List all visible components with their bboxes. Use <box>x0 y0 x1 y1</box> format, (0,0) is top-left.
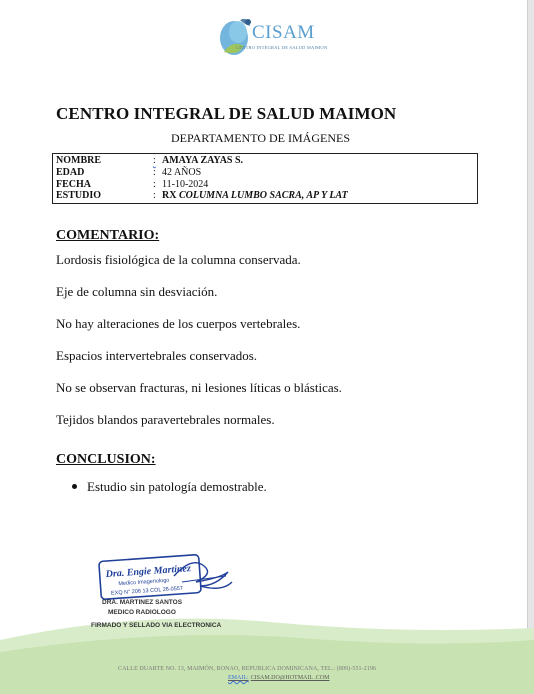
logo-wordmark: CISAM <box>252 22 315 43</box>
study-colon: : <box>153 190 156 201</box>
email-label: EMAIL: <box>228 675 249 681</box>
name-colon: : <box>153 155 156 166</box>
comentario-line: No hay alteraciones de los cuerpos vertebrales. <box>56 316 301 331</box>
page-edge <box>527 0 534 694</box>
study-label: ESTUDIO <box>56 190 102 201</box>
cisam-logo <box>214 12 334 58</box>
footer-address: CALLE DUARTE NO. 13, MAIMÓN, BONAO, REPUBLICA DOMINICANA, TEL.: (809)-551-2196 <box>118 666 377 672</box>
study-description: COLUMNA LUMBO SACRA, AP Y LAT <box>178 190 348 201</box>
conclusion-item: Estudio sin patología demostrable. <box>87 479 267 494</box>
comentario-line: Eje de columna sin desviación. <box>56 284 218 299</box>
logo-subtitle: CENTRO INTEGRAL DE SALUD MAIMON <box>236 45 328 50</box>
doctor-name: DRA. MARTINEZ SANTOS <box>102 599 183 606</box>
doctor-role: MEDICO RADIOLOGO <box>108 609 176 616</box>
department-title: DEPARTAMENTO DE IMÁGENES <box>171 131 350 145</box>
page-title: CENTRO INTEGRAL DE SALUD MAIMON <box>56 104 397 123</box>
signature-stamp <box>96 552 236 604</box>
comentario-line: No se observan fracturas, ni lesiones líticas o blásticas. <box>56 380 342 395</box>
comentario-heading: COMENTARIO: <box>56 228 160 243</box>
date-label: FECHA <box>56 179 91 190</box>
conclusion-heading: CONCLUSION: <box>56 452 156 467</box>
study-value <box>162 190 348 202</box>
age-value: 42 AÑOS <box>162 167 202 178</box>
svg-text:EXQ N° 206 13 COL 26-0557: EXQ N° 206 13 COL 26-0557 <box>110 585 184 597</box>
svg-text:Dra. Engie Martinez: Dra. Engie Martinez <box>105 563 192 581</box>
footer-email[interactable] <box>228 675 329 681</box>
bullet-icon <box>72 484 77 489</box>
svg-text:Medico Imagenologo: Medico Imagenologo <box>118 577 170 588</box>
date-value: 11-10-2024 <box>162 179 209 190</box>
email-address[interactable]: CISAM.DO@HOTMAIL .COM <box>250 675 330 681</box>
patient-info-box <box>52 153 478 204</box>
name-label: NOMBRE <box>56 155 101 166</box>
age-label: EDAD <box>56 167 85 178</box>
comentario-line: Tejidos blandos paravertebrales normales. <box>56 412 275 427</box>
signature-note: FIRMADO Y SELLADO VIA ELECTRONICA <box>91 622 222 629</box>
age-colon: : <box>153 167 156 178</box>
date-colon: : <box>153 179 156 190</box>
comentario-line: Espacios intervertebrales conservados. <box>56 348 258 363</box>
study-prefix: RX <box>162 190 177 201</box>
comentario-line: Lordosis fisiológica de la columna conservada. <box>56 252 301 267</box>
name-value: AMAYA ZAYAS S. <box>162 155 244 166</box>
